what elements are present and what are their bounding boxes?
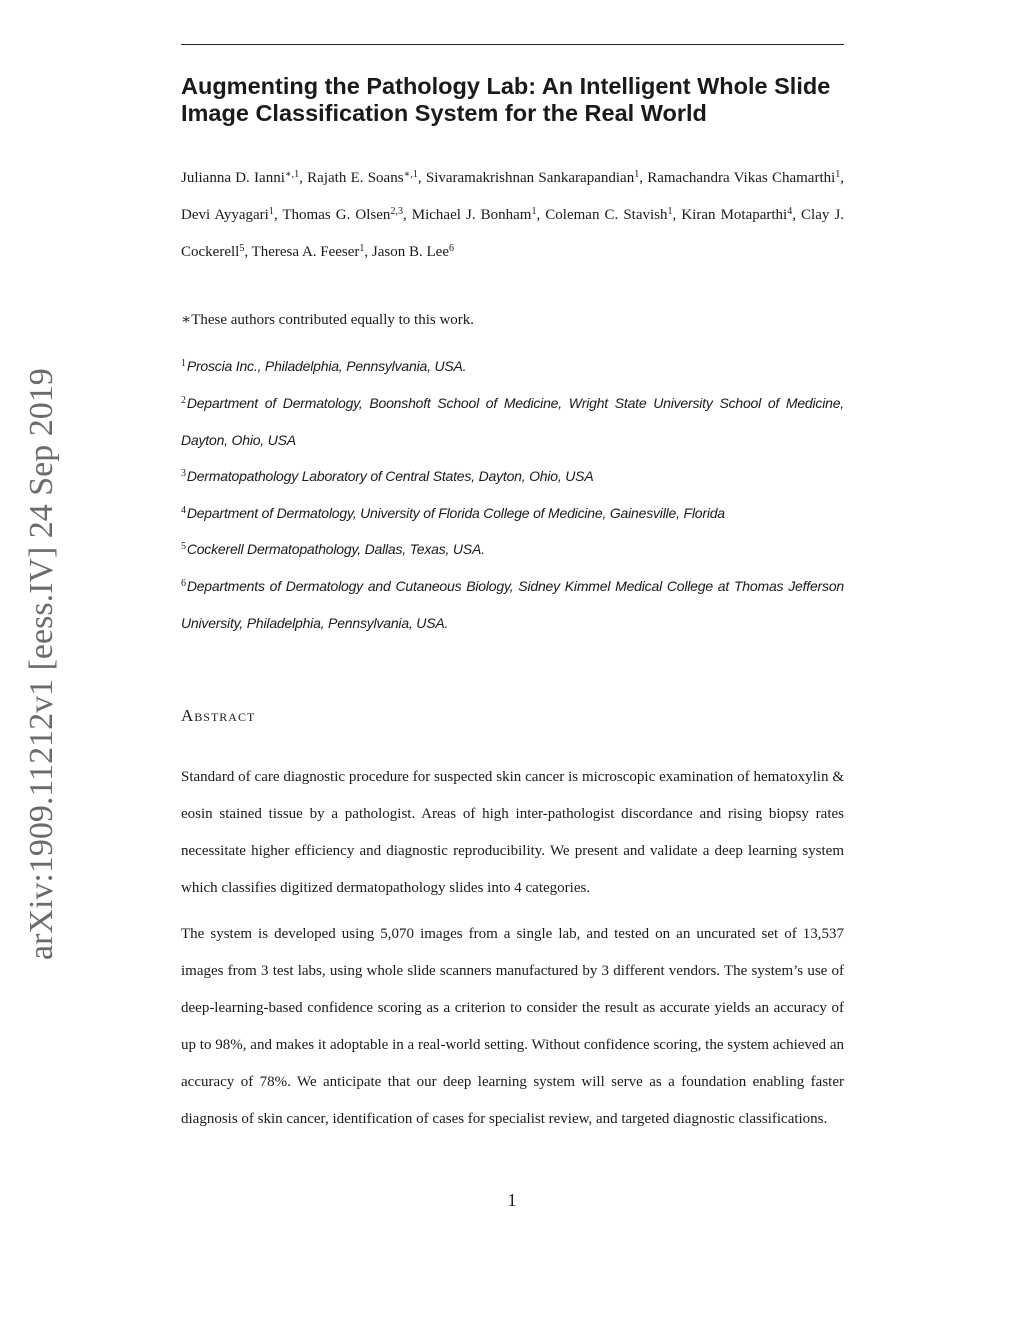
- author: Devi Ayyagari$^1$: [181, 206, 274, 223]
- top-rule: [181, 44, 844, 45]
- author: Jason B. Lee$^6$: [371, 243, 454, 260]
- abstract-paragraph: Standard of care diagnostic procedure for suspected skin cancer is microscopic examination of hematoxylin & eosin stained tissue by a pathologist. Areas of high inter-pathologist discordance and rising biopsy rates necessitate higher efficiency and diagnostic reproducibility. We present and validate a deep learning system which classifies digitized dermatopathology slides into 4 categories.: [181, 769, 844, 896]
- author: Rajath E. Soans$^{∗,1}$: [307, 169, 418, 186]
- author: Ramachandra Vikas Chamarthi$^1$: [647, 169, 841, 186]
- page-number: 1: [507, 1190, 517, 1210]
- author: Coleman C. Stavish$^1$: [545, 206, 673, 223]
- affiliation: $^5$Cockerell Dermatopathology, Dallas, Texas, USA.: [181, 541, 485, 557]
- affiliation: $^3$Dermatopathology Laboratory of Central States, Dayton, Ohio, USA: [181, 468, 594, 484]
- affiliation: $^4$Department of Dermatology, University of Florida College of Medicine, Gainesville, Florida: [181, 505, 725, 521]
- affiliation: $^1$Proscia Inc., Philadelphia, Pennsylvania, USA.: [181, 358, 467, 374]
- author: Kiran Motaparthi$^4$: [681, 206, 793, 223]
- author-list: Julianna D. Ianni$^{∗,1}$, Rajath E. Soans$^{∗,1}$, Sivaramakrishnan Sankarapandian$^1$, Ramachandra Vikas Chamarthi$^1$, Devi Ayyagari$^1$, Thomas G. Olsen$^{2,3}$, Michael J. Bonham$^1$, Coleman C. Stavish$^1$, Kiran Motaparthi$^4$, Clay J. Cockerell$^5$, Theresa A. Feeser$^1$, Jason B. Lee$^6$: [181, 169, 845, 260]
- author: Michael J. Bonham$^1$: [411, 206, 537, 223]
- paper-title: Augmenting the Pathology Lab: An Intelligent Whole Slide Image Classification System for the Real World: [181, 73, 831, 126]
- author: Theresa A. Feeser$^1$: [251, 243, 365, 260]
- author: Clay J. Cockerell$^5$: [181, 207, 845, 260]
- abstract-paragraph: The system is developed using 5,070 images from a single lab, and tested on an uncurated set of 13,537 images from 3 test labs, using whole slide scanners manufactured by 3 different vendors. The system’s use of deep-learning-based confidence scoring as a criterion to consider the result as accurate yields an accuracy of up to 98%, and makes it adoptable in a real-world setting. Without confidence scoring, the system achieved an accuracy of 78%. We anticipate that our deep learning system will serve as a foundation enabling faster diagnosis of skin cancer, identification of cases for specialist review, and targeted diagnostic classifications.: [181, 926, 844, 1127]
- author: Sivaramakrishnan Sankarapandian$^1$: [425, 169, 640, 186]
- abstract-heading: Abstract: [181, 706, 256, 725]
- affiliation: $^2$Department of Dermatology, Boonshoft School of Medicine, Wright State University School of Medicine, Dayton, Ohio, USA: [181, 395, 844, 448]
- author: Thomas G. Olsen$^{2,3}$: [282, 206, 403, 223]
- equal-contribution-note: ∗These authors contributed equally to this work.: [181, 312, 475, 328]
- arxiv-stamp: arXiv:1909.11212v1 [eess.IV] 24 Sep 2019: [23, 368, 60, 960]
- author: Julianna D. Ianni$^{∗,1}$: [181, 169, 300, 186]
- affiliation: $^6$Departments of Dermatology and Cutaneous Biology, Sidney Kimmel Medical College at Thomas Jefferson University, Philadelphia, Pennsylvania, USA.: [181, 578, 844, 631]
